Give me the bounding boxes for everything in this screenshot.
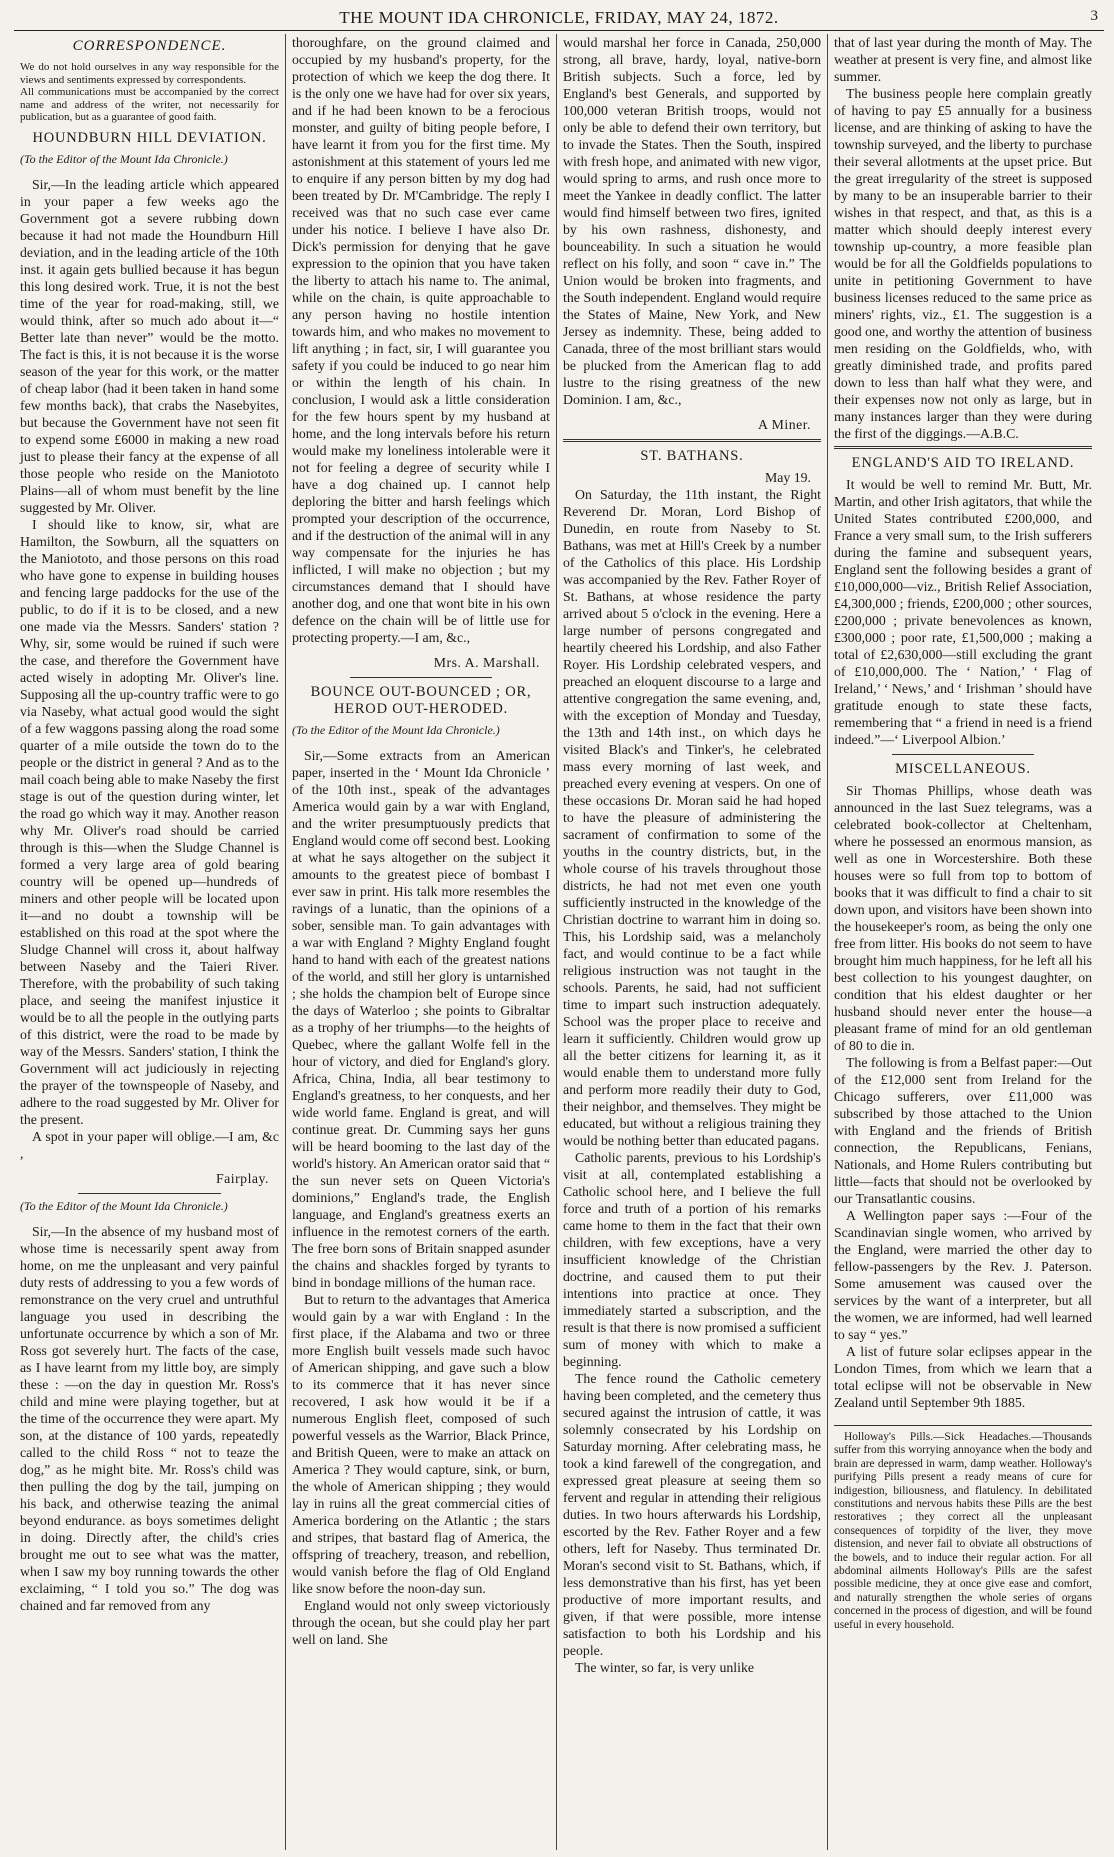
- column-2: [285, 34, 556, 1850]
- paragraph: would marshal her force in Canada, 250,000 strong, all brave, hardy, loyal, native-born British subjects. Such a force, led by England's best Generals, and supported by 100,000 veteran British troops, would not only be able to defend their own territory, but to invade the States. Then the South, inspired with fresh hope, and animated with new vigor, would spring to arms, and rush once more to meet the Yankee in deadly conflict. The latter would find himself between two fires, ignited by his own rashness, dishonesty, and bounceability. In such a situation he would reflect on his folly, and soon “ cave in.” The Union would be broken into fragments, and the South independent. England would require the States of Maine, New York, and New Jersey as indemnity. These, being added to Canada, three of the most brilliant stars would be plucked from the American flag to add lustre to the rising greatness of the new Dominion. I am, &c.,: [563, 35, 821, 407]
- masthead: [14, 6, 1104, 31]
- headline: HOUNDBURN HILL DEVIATION.: [32, 129, 267, 146]
- paragraph: I should like to know, sir, what are Hamilton, the Sowburn, all the squatters on the Maniototo, and those persons on this road who have gone to expense in building houses and fencing large paddocks for the use of the public, to do if it is to be closed, and a new one made via the Messrs. Sanders' station ? Why, sir, some would be ruined if such were the case, and therefore the Government have acted wisely in adopting Mr. Oliver's line. Supposing all the up-country traffic were to go via Naseby, what actual good would the sight of a few waggons passing along the road some quarter of a mile outside the town do to the people or the district in general ? And as to the mail coach being able to make Naseby the first stage is out of the question during winter, let the road go which way it may. Another reason why Mr. Oliver's road should be carried through is this—when the Sludge Channel is formed a very large area of gold bearing country will be opened up—hundreds of miners and other people will be located upon it—and no doubt a township will be established on this road at the spot where the Sludge Channel will cross it, about halfway between Naseby and the Taieri River. Therefore, with the probability of such taking place, and seeing the manifest injustice it would be to all the people in the outlying parts of this district, were the road to be made by way of the Messrs. Sanders' station, I think the Government will act judiciously in rejecting the prayer of the townspeople of Naseby, and adhere to the road suggested by Mr. Oliver for the present.: [20, 516, 279, 1127]
- dateline: May 19.: [765, 470, 811, 485]
- paragraph: But to return to the advantages that America would gain by a war with England : In the first place, if the Alabama and two or three more English built vessels made such havoc of American shipping, and gave such a blow to its commerce that it has never since recovered, I ask how would it be if a numerous English fleet, composed of such powerful vessels as the Warrior, Black Prince, and British Queen, were to make an attack on America ? They would capture, sink, or burn, the whole of American shipping ; they would lay in ruins all the great commercial cities of America bordering on the Atlantic ; the stars and stripes, that bastard flag of America, the offspring of treachery, treason, and rebellion, would vanish before the flag of Old England like snow before the noon-day sun.: [292, 1292, 550, 1596]
- column-3: [556, 34, 827, 1850]
- paragraph: The fence round the Catholic cemetery having been completed, and the cemetery thus secured against the intrusion of cattle, it was solemnly consecrated by his Lordship on Saturday morning. After celebrating mass, he took a kind farewell of the congregation, and expressed great pleasure at seeing them so fervent and regular in attending their religious duties. In two hours afterwards his Lordship, escorted by the Rev. Father Royer and a few others, left for Naseby. Thus terminated Dr. Moran's second visit to St. Bathans, which, if less demonstrative than his first, has yet been productive of more important results, and given, if that were possible, more intense satisfaction to both his Lordship and his people.: [563, 1371, 821, 1658]
- paragraph: Sir Thomas Phillips, whose death was announced in the last Suez telegrams, was a celebrated book-collector at Cheltenham, where he possessed an enormous mansion, as well as one in Worcestershire. Both these houses were so full from top to bottom of books that it was difficult to find a chair to sit down upon, and visitors have been shown into the housekeeper's room, as being the only one free from litter. His books do not seem to have brought him much happiness, for he left all his best collection to his youngest daughter, on condition that his eldest daughter or her husband should never enter the house—a pleasant frame of mind for an old gentleman of 80 to die in.: [834, 783, 1092, 1053]
- section-title: CORRESPONDENCE.: [72, 38, 227, 54]
- paragraph: The winter, so far, is very unlike: [575, 1660, 754, 1675]
- paragraph: A spot in your paper will oblige.—I am, &c ,: [20, 1128, 279, 1161]
- advertisement: [834, 1425, 1092, 1632]
- to-editor-line: (To the Editor of the Mount Ida Chronicle.): [20, 151, 228, 166]
- disclaimer-note: All communications must be accompanied by the correct name and address of the writer, not necessarily for publication, but as a guarantee of good faith.: [20, 86, 279, 123]
- headline: BOUNCE OUT-BOUNCED ; OR, HEROD OUT-HERODED.: [310, 684, 532, 717]
- columns: [14, 34, 1104, 1850]
- signature: Mrs. A. Marshall.: [433, 655, 540, 670]
- headline: ST. BATHANS.: [640, 448, 744, 464]
- headline: MISCELLANEOUS.: [895, 761, 1031, 777]
- divider: [892, 754, 1034, 755]
- to-editor-line: (To the Editor of the Mount Ida Chronicle.): [20, 1198, 228, 1213]
- paragraph: A Wellington paper says :—Four of the Scandinavian single women, who arrived by the England, were married the other day to fellow-passengers by the Rev. J. Paterson. Some amusement was caused over the services by the want of a interpreter, but all the women, we are informed, had well learned to say “ yes.”: [834, 1208, 1092, 1342]
- paragraph: that of last year during the month of May. The weather at present is very fine, and almost like summer.: [834, 35, 1092, 84]
- paragraph: The business people here complain greatly of having to pay £5 annually for a business license, and are thinking of asking to have the township surveyed, and the liberty to purchase their several allotments at the upset price. But the great irregularity of the street is supposed by many to be an insuperable barrier to their wishes in that respect, and that, as this is a matter which should deeply interest every township up-country, a more feasible plan would be for all the Goldfields populations to unite in petitioning Government to have business licenses reduced to the same price as miners' rights, viz., £1. The suggestion is a good one, and worthy the attention of business men residing on the Goldfields, who, with greatly diminished trade, and profits pared down to less than half what they were, and their expenses now not only as large, but in many instances larger than they were during the first of the diggings.—A.B.C.: [834, 86, 1092, 441]
- paragraph: England would not only sweep victoriously through the ocean, but she could play her part well on land. She: [292, 1598, 550, 1647]
- paragraph: Sir,—Some extracts from an American paper, inserted in the ‘ Mount Ida Chronicle ’ of the 10th inst., speak of the advantages America would gain by a war with England, and the writer presumptuously predicts that England would come off second best. Looking at what he says altogether on the subject it amounts to the greatest piece of bombast I ever saw in print. His talk more resembles the ravings of a lunatic, than the opinions of a sober, sensible man. To gain advantages with a war with England ? Mighty England fought hand to hand with each of the greatest nations of the world, and still her glory is untarnished ; she holds the champion belt of Europe since the days of Waterloo ; she points to Gibraltar as a trophy of her triumphs—to the heights of Quebec, where the gallant Wolfe fell in the hour of victory, and died for England's glory. Africa, China, India, all bear testimony to England's greatness, to her conquests, and her wide world fame. England is great, and will continue great. Dr. Cumming says her guns will be heard booming to the last day of the world's history. An American orator said that “ the sun never sets on Queen Victoria's dominions,” England's trade, the English language, and England's greatness exerts an influence in the remotest corners of the earth. The free born sons of Britain snapped asunder the chains and shackles forged by tyrants to bind in bondage millions of the human race.: [292, 748, 550, 1290]
- double-divider: [834, 446, 1092, 449]
- paragraph: On Saturday, the 11th instant, the Right Reverend Dr. Moran, Lord Bishop of Dunedin, en route from Naseby to St. Bathans, was met at Hill's Creek by a number of the Catholics of this place. His Lordship was accompanied by the Rev. Father Royer of St. Bathans, at whose residence the party arrived about 5 o'clock in the evening. Here a large number of persons congregated and heartily cheered his Lordship, and also Father Royer. His Lordship celebrated vespers, and preached an eloquent discourse to a large and attentive congregation the same evening, and, with the exception of Monday and Tuesday, the 13th and 14th inst., on which days he visited Black's and Tinker's, he celebrated mass every morning of last week, and preached every evening at vespers. On one of these occasions Dr. Moran said he had hoped to have the pleasure of administering the sacrament of confirmation to some of the youths in the country districts, but, in the whole course of his travels throughout those districts, he had not met even one youth sufficiently instructed in the knowledge of the Christian doctrine to warrant him in doing so. This, his Lordship said, was a melancholy fact, and would continue to be a fact while religious instruction was not taught in the schools. Parents, he said, had not sufficient time to impart such instruction adequately. School was the proper place to receive and learn it sufficiently. Children would grow up all the better citizens for learning it, as it would enable them to understand more fully and perform more readily their duty to God, their neighbor, and themselves. They might be educated, but without a religious training they would be nothing better than educated pagans.: [563, 487, 821, 1148]
- headline: ENGLAND'S AID TO IRELAND.: [851, 455, 1075, 471]
- paragraph: A list of future solar eclipses appear in the London Times, from which we learn that a total eclipse will not be observable in New Zealand until September 9th 1885.: [834, 1344, 1092, 1410]
- masthead-title: THE MOUNT IDA CHRONICLE, FRIDAY, MAY 24, 1872.: [339, 8, 779, 27]
- paragraph: The following is from a Belfast paper:—Out of the £12,000 sent from Ireland for the Chicago sufferers, over £11,000 was subscribed by those attached to the Union with England and the friends of British connection, the Republicans, Fenians, Nationals, and Home Rulers contributing but little—facts that should not be overlooked by our Transatlantic cousins.: [834, 1055, 1092, 1206]
- disclaimer-note: We do not hold ourselves in any way responsible for the views and sentiments expressed by correspondents.: [20, 61, 279, 86]
- signature: Fairplay.: [215, 1170, 269, 1186]
- divider: [350, 677, 492, 678]
- column-1: [14, 34, 285, 1850]
- paragraph: Sir,—In the absence of my husband most of whose time is necessarily spent away from home, on me the unpleasant and very painful duty rests of addressing to you a few words of remonstrance on the very cruel and untruthful language you used in describing the unfortunate occurrence by which a son of Mr. Ross got severely hurt. The facts of the case, as I have learnt from my little boy, are simply these : —on the day in question Mr. Ross's child and mine were playing together, but at the time of the occurrence they were apart. My son, at the distance of 100 yards, repeatedly called to the child Ross “ not to teaze the dog,” as he might bite. Mr. Ross's child was then pulling the dog by the tail, jumping on his back, and otherwise teazing the animal beyond endurance. as boys sometimes delight in doing. Directly after, the child's cries brought me out to see what was the matter, when I saw my boy running towards the other exclaiming, “ I told you so.” The dog was chained and far removed from any: [20, 1223, 279, 1613]
- page-number: 3: [1090, 8, 1098, 24]
- signature: A Miner.: [757, 417, 811, 432]
- column-4: [827, 34, 1098, 1850]
- double-divider: [563, 439, 821, 442]
- to-editor-line: (To the Editor of the Mount Ida Chronicle.): [292, 723, 500, 737]
- paragraph: thoroughfare, on the ground claimed and occupied by my husband's property, for the protection of which we keep the dog there. It is the only one we have had for over six years, and if he had been known to be a ferocious monster, and guilty of biting people before, I have learnt it from you for the first time. My astonishment at this statement of yours led me to enquire if any person bitten by my dog had been treated by Dr. M'Cambridge. The reply I received was that no such case ever came under his notice. I believe I have also Dr. Dick's permission for denying that he gave expression to the opinion that you have taken the liberty to attach his name to. The animal, while on the chain, is quite approachable to any person having no hostile intention towards him, and who makes no movement to lift anything ; in fact, sir, I will guarantee you safety if you could be induced to go near him or within the length of his chain. In conclusion, I would ask a little consideration for the few hours spent by my husband at home, and the long intervals before his return would make my loneliness intolerable were it not for feeling a degree of security while I have a dog chained up. I cannot help deploring the bitter and harsh feelings which prompted your description of the occurrence, and if the destruction of the animal will in any way compensate for the injuries he has inflicted, I will make no objection ; but my circumstances demand that I should have another dog, and one that wont bite in his own defence on the chain will be of little use for protecting property.—I am, &c.,: [292, 35, 550, 645]
- paragraph: It would be well to remind Mr. Butt, Mr. Martin, and other Irish agitators, that while the United States contributed £200,000, and France a very small sum, to the Irish sufferers during the famine and subsequent years, England sent the following besides a grant of £10,000,000—viz., British Relief Association, £4,300,000 ; friends, £200,000 ; other sources, £200,000 ; private benevolences as known, £300,000 ; poor rate, £1,500,000 ; making a total of £2,630,000—still excluding the grant of £10,000,000. The ‘ Nation,’ ‘ Flag of Ireland,’ ‘ News,’ and ‘ Irishman ’ should have gratitude enough to state these facts, remembering that “ a friend in need is a friend indeed.”—‘ Liverpool Albion.’: [834, 477, 1092, 747]
- paragraph: Catholic parents, previous to his Lordship's visit at all, contemplated establishing a Catholic school here, and I believe the full force and truth of a portion of his remarks came home to them in the fact that their own children, with few exceptions, have a very insufficient knowledge of the Christian doctrine, and caused them to put their intentions into practice at once. They immediately started a subscription, and the result is that there is now promised a sufficient sum of money with which to make a beginning.: [563, 1150, 821, 1369]
- divider: [78, 1193, 220, 1194]
- paragraph: Sir,—In the leading article which appeared in your paper a few weeks ago the Government got a severe rubbing down because it had not made the Houndburn Hill deviation, and in the leading article of the 10th inst. it again gets bullied because it has begun this long desired work. True, it is not the best time of the year for road-making, still, we would think, after so much ado about it—“ Better late than never” would be the motto. The fact is this, it is not because it is the worse season of the year for this work, or the matter of cheap labor (had it been taken in hand some few months back), that crabs the Nasebyites, but because the Government have not seen fit to expend some £6000 in making a new road just to please their fancy at the expense of all those people who reside on the Maniototo Plains—all of whom must benefit by the line suggested by Mr. Oliver.: [20, 176, 279, 515]
- ad-text: Holloway's Pills.—Sick Headaches.—Thousands suffer from this worrying annoyance when the body and brain are depressed in warm, damp weather. Holloway's purifying Pills present a ready means of cure for indigestion, biliousness, and flatulency. In debilitated constitutions and nervous habits these Pills are the best restoratives ; they correct all the unpleasant consequences of torpidity of the liver, they move distension, and never fail to obviate all obstructions of the bowels, and to induce their regular action. For all abdominal ailments Holloway's Pills are the safest possible medicine, they at once give ease and comfort, and naturally strengthen the whole series of organs concerned in the process of digestion, and will be found useful in every household.: [834, 1431, 1092, 1631]
